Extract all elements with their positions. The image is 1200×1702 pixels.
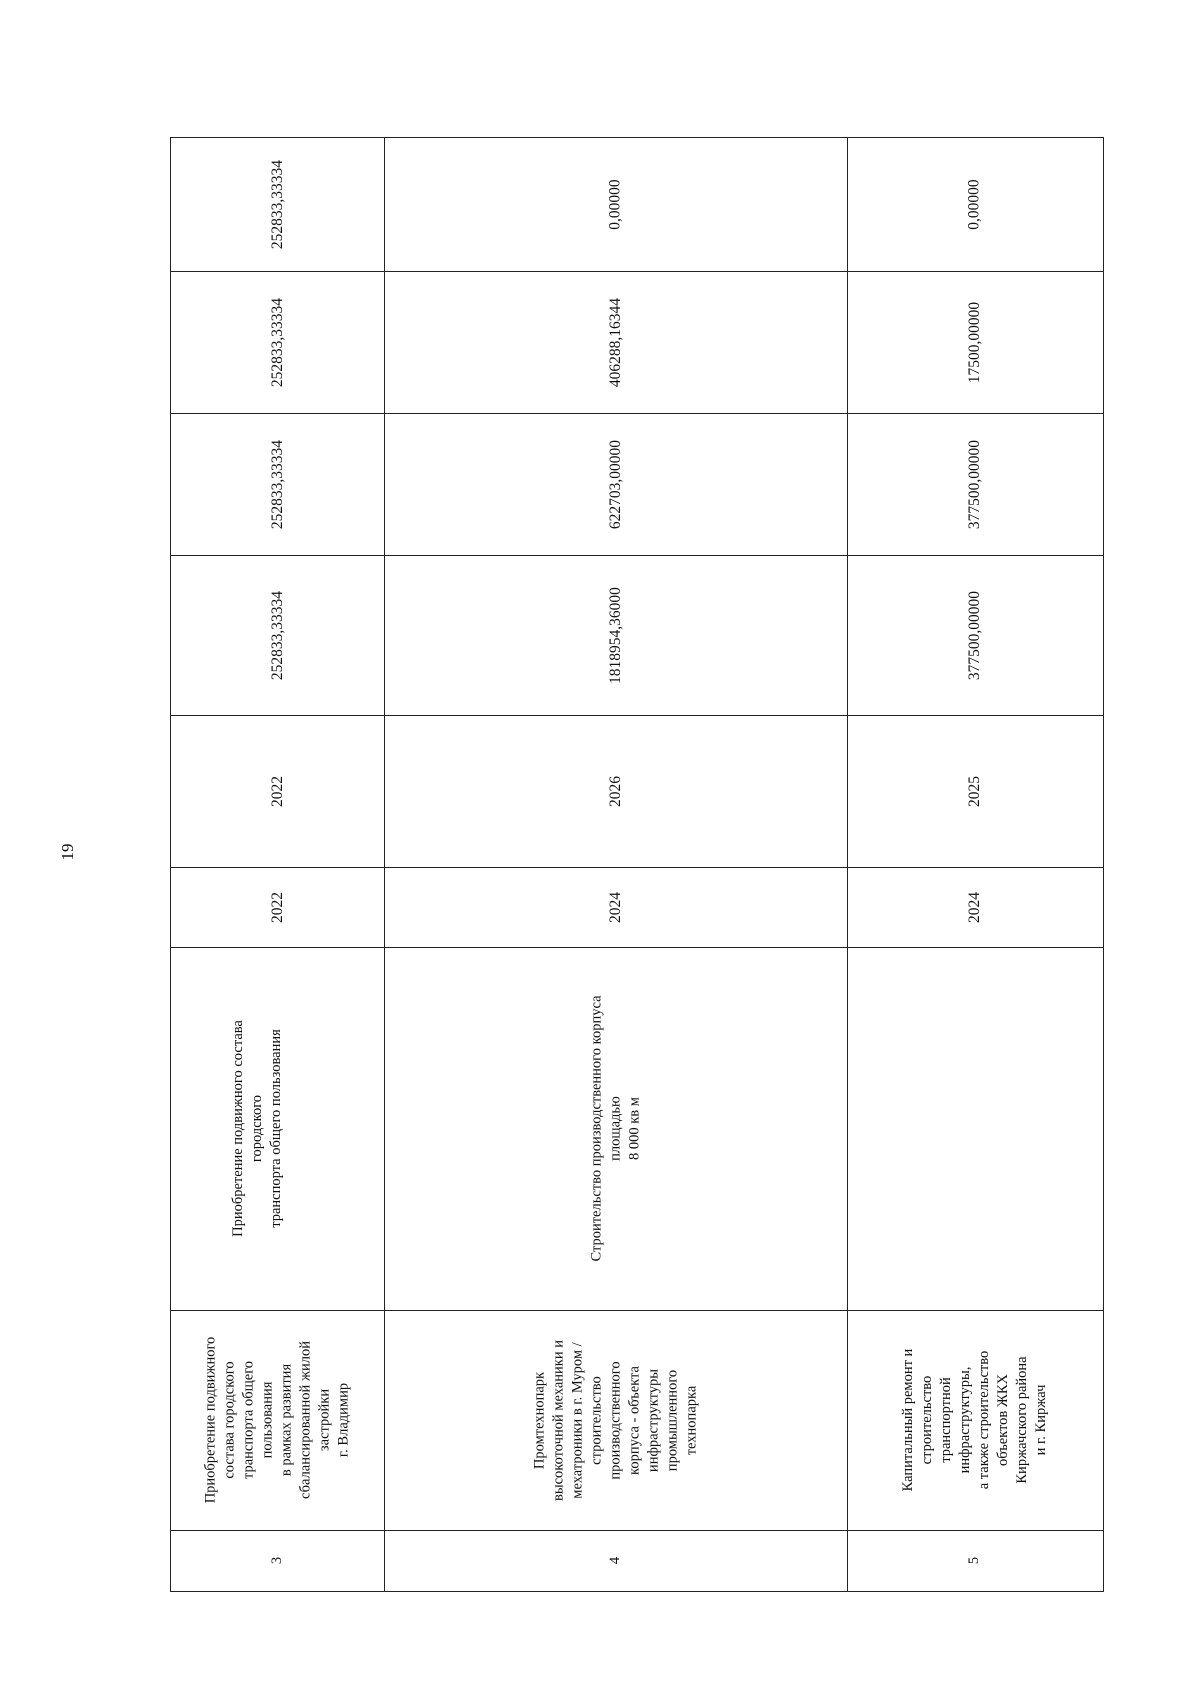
project-name-cell xyxy=(171,1310,384,1530)
amount-2: 252833,33334 xyxy=(269,297,286,387)
project-name: Промтехнопарк высокоточной механики и мехатроники в г. Муром / строительство производственного корпуса - объекта инфраструктуры промышленного технопарка xyxy=(531,1339,699,1501)
end-year: 2026 xyxy=(607,775,624,807)
description-cell xyxy=(384,947,847,1310)
page-number: 19 xyxy=(58,843,77,861)
amount-1: 252833,33334 xyxy=(269,439,286,529)
row-index-cell xyxy=(384,1530,847,1591)
row-index: 5 xyxy=(966,1556,982,1565)
total-cell xyxy=(847,555,1102,715)
total-cell xyxy=(384,555,847,715)
amount-3: 252833,33334 xyxy=(269,159,286,250)
amount-3: 0,00000 xyxy=(607,179,624,230)
description-cell xyxy=(171,947,384,1310)
start-year: 2022 xyxy=(269,891,286,923)
total-amount: 1818954,36000 xyxy=(607,586,624,684)
amount-cell xyxy=(847,271,1102,413)
amount-2: 406288,16344 xyxy=(607,297,624,387)
end-year-cell xyxy=(384,715,847,867)
amount-cell xyxy=(171,271,384,413)
row-index: 3 xyxy=(269,1556,285,1565)
amount-3: 0,00000 xyxy=(966,179,983,230)
amount-1: 377500,00000 xyxy=(966,439,983,529)
row-index-cell xyxy=(847,1530,1102,1591)
amount-cell xyxy=(847,413,1102,555)
total-amount: 252833,33334 xyxy=(269,590,286,680)
start-year-cell xyxy=(384,867,847,947)
description-cell xyxy=(847,947,1102,1310)
end-year: 2022 xyxy=(269,775,286,807)
start-year-cell xyxy=(171,867,384,947)
project-name-cell xyxy=(384,1310,847,1530)
end-year-cell xyxy=(847,715,1102,867)
amount-cell xyxy=(171,413,384,555)
start-year-cell xyxy=(847,867,1102,947)
project-name: Капитальный ремонт и строительство транспортной инфраструктуры, а также строительство объектов ЖКХ Киржачского района и г. Киржач xyxy=(899,1348,1049,1492)
project-description: Приобретение подвижного состава городского транспорта общего пользования xyxy=(230,1020,284,1237)
row-index: 4 xyxy=(607,1556,623,1565)
start-year: 2024 xyxy=(966,891,983,923)
start-year: 2024 xyxy=(607,891,624,923)
end-year-cell xyxy=(171,715,384,867)
project-description: Строительство производственного корпуса площадью 8 000 кв м xyxy=(588,995,642,1262)
total-amount: 377500,00000 xyxy=(966,590,983,680)
amount-2: 17500,00000 xyxy=(966,301,983,383)
amount-1: 622703,00000 xyxy=(607,439,624,529)
project-name: Приобретение подвижного состава городского транспорта общего пользования в рамках развития сбалансированной жилой застройки г. Владимир xyxy=(202,1336,352,1504)
amount-cell xyxy=(384,271,847,413)
financing-table xyxy=(170,137,1104,1592)
amount-cell xyxy=(171,138,384,271)
amount-cell xyxy=(384,413,847,555)
total-cell xyxy=(171,555,384,715)
project-name-cell xyxy=(847,1310,1102,1530)
amount-cell xyxy=(384,138,847,271)
row-index-cell xyxy=(171,1530,384,1591)
end-year: 2025 xyxy=(966,775,983,807)
amount-cell xyxy=(847,138,1102,271)
